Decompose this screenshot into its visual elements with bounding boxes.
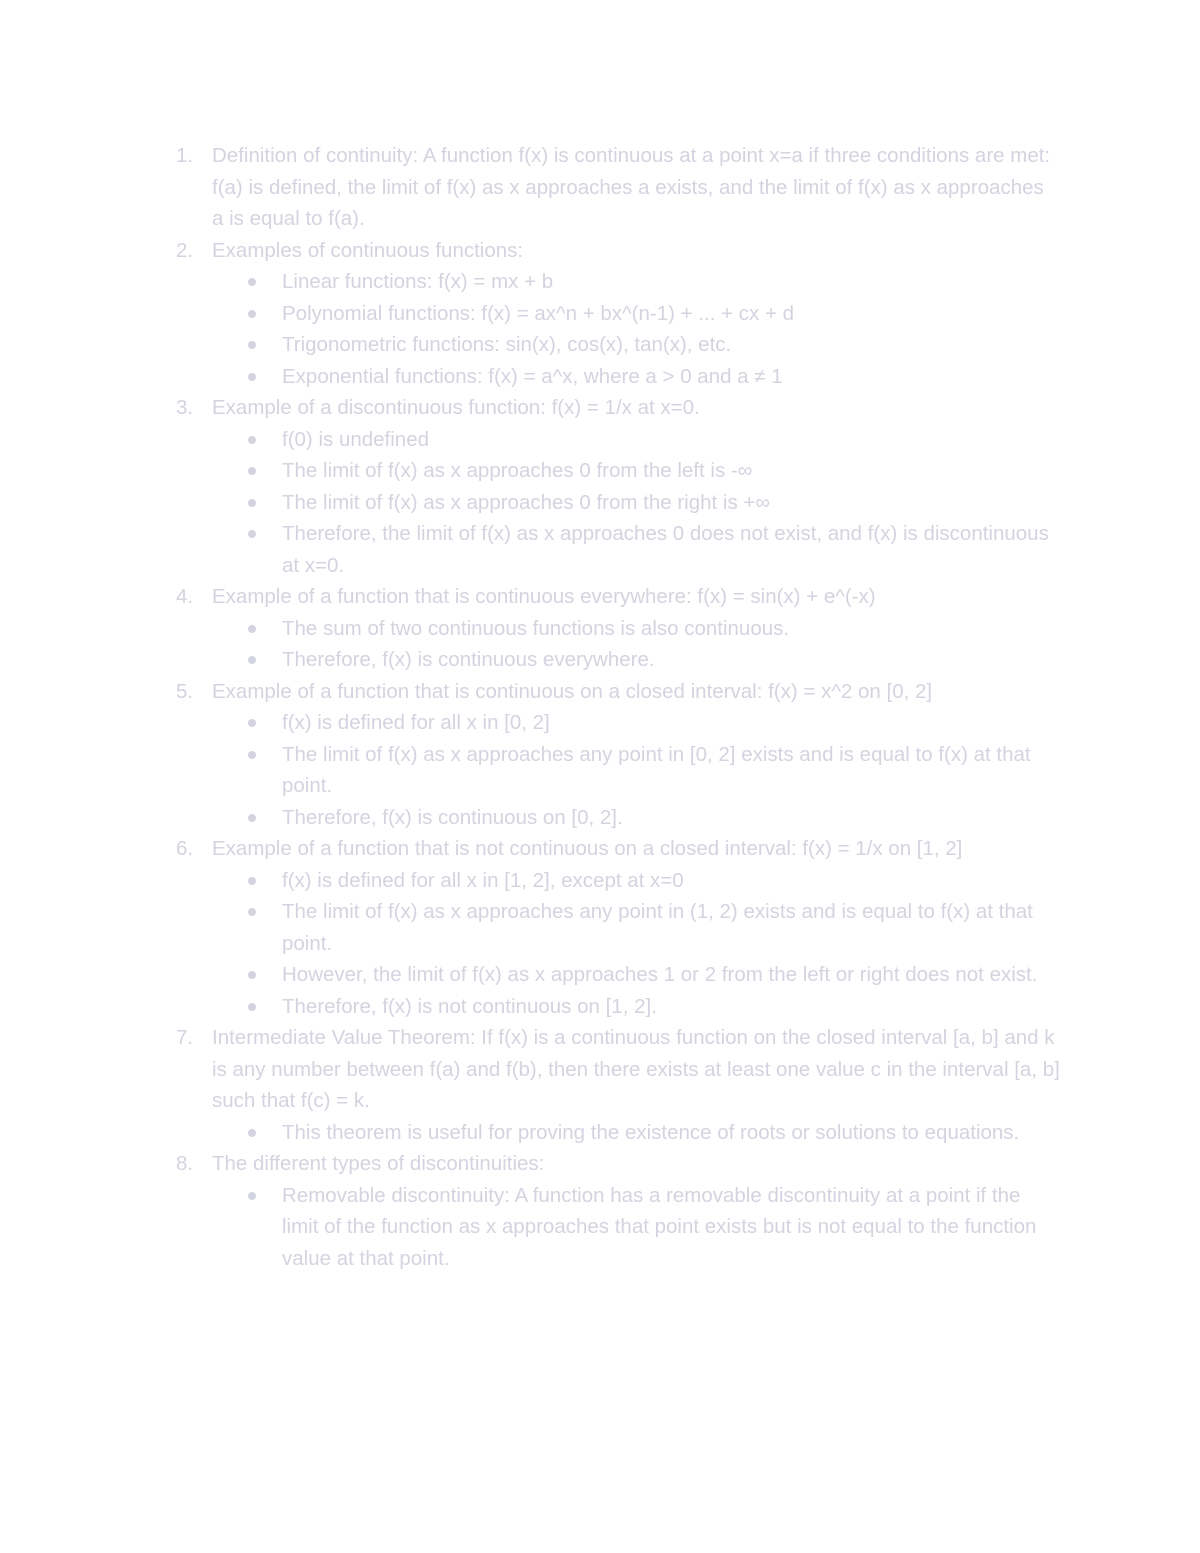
bullet-item bbox=[282, 329, 1060, 361]
bullet-item bbox=[282, 896, 1060, 959]
bullet-list bbox=[212, 707, 1060, 833]
item-text: The different types of discontinuities: bbox=[212, 1152, 545, 1175]
bullet-list bbox=[212, 424, 1060, 582]
bullet-icon bbox=[248, 436, 256, 444]
bullet-icon bbox=[248, 656, 256, 664]
list-item bbox=[0, 392, 1200, 581]
bullet-item bbox=[282, 518, 1060, 581]
bullet-icon bbox=[248, 971, 256, 979]
item-text: Example of a discontinuous function: f(x) = 1/x at x=0. bbox=[212, 396, 700, 419]
item-text: Examples of continuous functions: bbox=[212, 238, 524, 262]
bullet-icon bbox=[248, 341, 256, 349]
bullet-item bbox=[282, 644, 1060, 676]
bullet-item bbox=[282, 802, 1060, 834]
bullet-item bbox=[282, 739, 1060, 802]
item-text: Example of a function that is continuous everywhere: f(x) = sin(x) + e^(-x) bbox=[212, 585, 876, 608]
bullet-text: Exponential functions: f(x) = a^x, where a > 0 and a ≠ 1 bbox=[282, 364, 783, 388]
item-number: 7. bbox=[176, 1026, 194, 1049]
bullet-item bbox=[282, 361, 1060, 393]
list-item bbox=[0, 581, 1200, 676]
bullet-item bbox=[282, 266, 1060, 298]
bullet-text: The sum of two continuous functions is also continuous. bbox=[282, 616, 790, 640]
bullet-list bbox=[212, 1180, 1060, 1275]
bullet-text: However, the limit of f(x) as x approaches 1 or 2 from the left or right does not exist. bbox=[282, 963, 1038, 986]
bullet-icon bbox=[248, 625, 256, 633]
item-number: 6. bbox=[176, 837, 194, 860]
bullet-text: Linear functions: f(x) = mx + b bbox=[282, 270, 554, 293]
numbered-list bbox=[0, 140, 1200, 1274]
item-number: 2. bbox=[176, 238, 194, 262]
bullet-text: Therefore, the limit of f(x) as x approaches 0 does not exist, and f(x) is discontinuous at x=0. bbox=[282, 522, 1049, 577]
list-item bbox=[0, 140, 1200, 235]
bullet-icon bbox=[248, 908, 256, 916]
list-item bbox=[0, 676, 1200, 834]
item-number: 5. bbox=[176, 679, 194, 703]
list-item bbox=[0, 1148, 1200, 1274]
bullet-item bbox=[282, 1180, 1060, 1275]
bullet-list bbox=[212, 613, 1060, 676]
bullet-item bbox=[282, 707, 1060, 739]
item-number: 1. bbox=[176, 144, 194, 167]
item-number: 3. bbox=[176, 396, 194, 419]
bullet-icon bbox=[248, 1003, 256, 1011]
bullet-text: Therefore, f(x) is continuous everywhere. bbox=[282, 648, 655, 671]
bullet-item bbox=[282, 298, 1060, 330]
bullet-text: f(0) is undefined bbox=[282, 427, 430, 451]
bullet-icon bbox=[248, 719, 256, 727]
bullet-text: This theorem is useful for proving the existence of roots or solutions to equations. bbox=[282, 1120, 1020, 1144]
bullet-text: Trigonometric functions: sin(x), cos(x), tan(x), etc. bbox=[282, 333, 732, 356]
bullet-icon bbox=[248, 278, 256, 286]
item-number: 8. bbox=[176, 1152, 194, 1175]
bullet-item bbox=[282, 1117, 1060, 1149]
bullet-text: Therefore, f(x) is not continuous on [1, 2]. bbox=[282, 994, 657, 1018]
bullet-icon bbox=[248, 814, 256, 822]
item-text: Definition of continuity: A function f(x) is continuous at a point x=a if three conditions are met: f(a) is defined, the limit of f(x) as x approaches a exists, and the limit of f(x) as x approaches a is equal to f(a). bbox=[212, 144, 1051, 230]
bullet-text: The limit of f(x) as x approaches 0 from the left is -∞ bbox=[282, 459, 753, 482]
bullet-list bbox=[212, 865, 1060, 1023]
bullet-text: Therefore, f(x) is continuous on [0, 2]. bbox=[282, 805, 623, 829]
bullet-icon bbox=[248, 499, 256, 507]
bullet-icon bbox=[248, 310, 256, 318]
bullet-item bbox=[282, 959, 1060, 991]
bullet-icon bbox=[248, 1129, 256, 1137]
bullet-icon bbox=[248, 530, 256, 538]
bullet-item bbox=[282, 487, 1060, 519]
bullet-list bbox=[212, 1117, 1060, 1149]
bullet-icon bbox=[248, 467, 256, 475]
bullet-icon bbox=[248, 751, 256, 759]
bullet-text: f(x) is defined for all x in [0, 2] bbox=[282, 711, 550, 734]
bullet-text: Polynomial functions: f(x) = ax^n + bx^(n-1) + ... + cx + d bbox=[282, 301, 795, 325]
bullet-list bbox=[212, 266, 1060, 392]
bullet-item bbox=[282, 991, 1060, 1023]
bullet-item bbox=[282, 865, 1060, 897]
bullet-icon bbox=[248, 877, 256, 885]
list-item bbox=[0, 235, 1200, 393]
bullet-item bbox=[282, 424, 1060, 456]
bullet-text: Removable discontinuity: A function has a removable discontinuity at a point if the limit of the function as x approaches that point exists but is not equal to the function value at that point. bbox=[282, 1183, 1037, 1270]
list-item bbox=[0, 1022, 1200, 1148]
item-text: Example of a function that is continuous on a closed interval: f(x) = x^2 on [0, 2] bbox=[212, 679, 933, 703]
bullet-text: The limit of f(x) as x approaches 0 from the right is +∞ bbox=[282, 490, 771, 514]
bullet-text: The limit of f(x) as x approaches any point in [0, 2] exists and is equal to f(x) at that point. bbox=[282, 742, 1031, 797]
bullet-icon bbox=[248, 373, 256, 381]
bullet-item bbox=[282, 613, 1060, 645]
bullet-item bbox=[282, 455, 1060, 487]
item-text: Example of a function that is not continuous on a closed interval: f(x) = 1/x on [1, 2] bbox=[212, 837, 963, 860]
document-page bbox=[0, 140, 1200, 1274]
bullet-text: The limit of f(x) as x approaches any point in (1, 2) exists and is equal to f(x) at that point. bbox=[282, 900, 1033, 955]
bullet-text: f(x) is defined for all x in [1, 2], except at x=0 bbox=[282, 868, 684, 892]
item-number: 4. bbox=[176, 585, 194, 608]
bullet-icon bbox=[248, 1192, 256, 1200]
item-text: Intermediate Value Theorem: If f(x) is a continuous function on the closed interval [a, b] and k is any number between f(a) and f(b), then there exists at least one value c in the interval [a, b] such that f(c) = k. bbox=[212, 1026, 1060, 1112]
list-item bbox=[0, 833, 1200, 1022]
